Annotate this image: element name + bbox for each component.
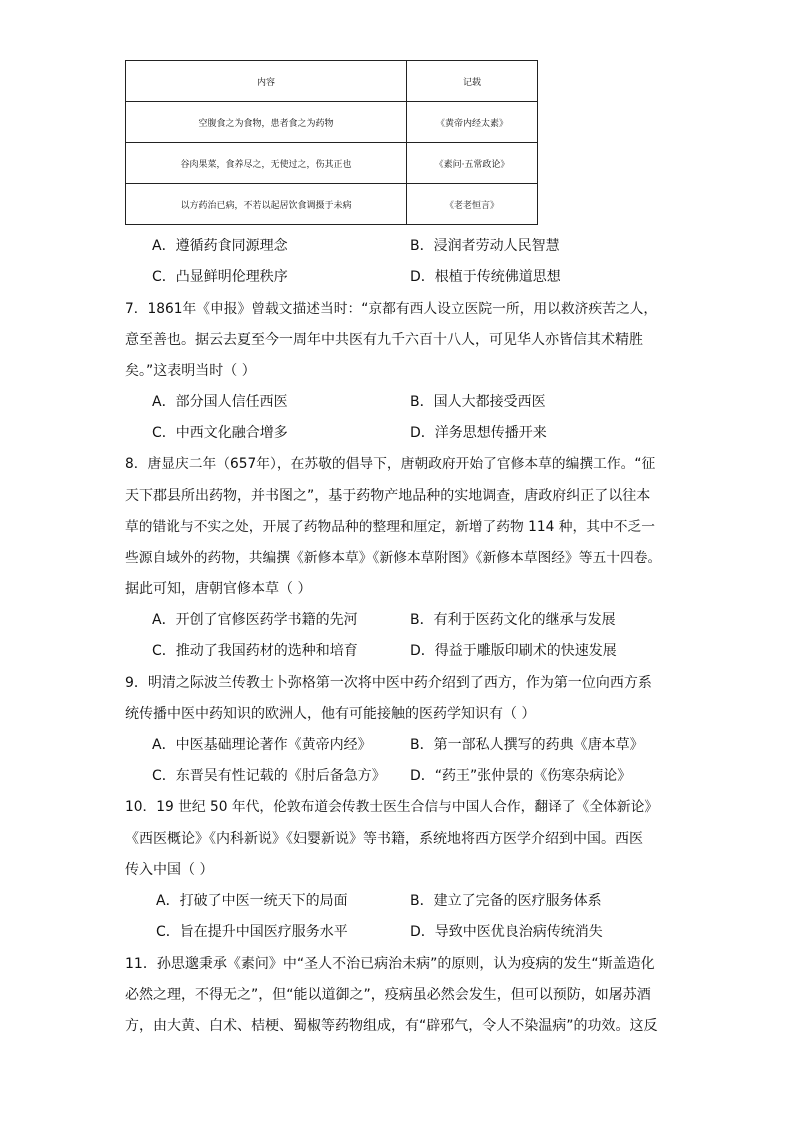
table-header-row — [126, 61, 538, 102]
table-header-cell: 记载 — [407, 61, 538, 102]
q11-stem-line: 方，由大黄、白术、桔梗、蜀椒等药物组成，有“辟邪气，令人不染温病”的功效。这反 — [125, 1018, 658, 1034]
table-cell: 《黄帝内经太素》 — [407, 102, 538, 143]
table-cell: 《素问·五常政论》 — [407, 143, 538, 184]
q7-stem-line: 7．1861年《申报》曾载文描述当时：“京都有西人设立医院一所，用以救济疾苦之人， — [125, 301, 658, 317]
table-cell: 以方药治已病，不若以起居饮食调摄于未病 — [126, 184, 407, 225]
comparison-table — [125, 60, 538, 225]
q10-option-b: B．建立了完备的医疗服务体系 — [410, 893, 602, 909]
q9-option-d: D．“药王”张仲景的《伤寒杂病论》 — [410, 768, 632, 784]
q10-stem-line: 传入中国（ ） — [125, 862, 214, 878]
q8-option-d: D．得益于雕版印刷术的快速发展 — [410, 643, 617, 659]
q8-stem-line: 8．唐显庆二年（657年），在苏敬的倡导下，唐朝政府开始了官修本草的编撰工作。“征 — [125, 456, 656, 472]
q9-stem-line: 9．明清之际波兰传教士卜弥格第一次将中医中药介绍到了西方，作为第一位向西方系 — [125, 675, 652, 691]
table-row — [126, 143, 538, 184]
q6-option-c: C．凸显鲜明伦理秩序 — [152, 269, 288, 285]
table-row — [126, 102, 538, 143]
q7-option-d: D．洋务思想传播开来 — [410, 425, 547, 441]
q8-stem-line: 天下郡县所出药物，并书图之”，基于药物产地品种的实地调查，唐政府纠正了以往本 — [125, 488, 651, 504]
q8-stem-line: 些源自域外的药物，共编撰《新修本草》《新修本草附图》《新修本草图经》等五十四卷。 — [125, 550, 662, 566]
table-cell: 谷肉果菜，食养尽之，无使过之，伤其正也 — [126, 143, 407, 184]
table-cell: 空腹食之为食物，患者食之为药物 — [126, 102, 407, 143]
q11-stem-line: 必然之理，不得无之”，但“能以道御之”，疫病虽必然会发生，但可以预防，如屠苏酒 — [125, 987, 651, 1003]
q10-option-c: C．旨在提升中国医疗服务水平 — [156, 924, 348, 940]
q10-stem-line: 《西医概论》《内科新说》《妇婴新说》等书籍，系统地将西方医学介绍到中国。西医 — [125, 831, 643, 847]
q6-option-a: A．遵循药食同源理念 — [152, 238, 288, 254]
q7-option-c: C．中西文化融合增多 — [152, 425, 288, 441]
q8-option-a: A．开创了官修医药学书籍的先河 — [152, 612, 358, 628]
q11-stem-line: 11．孙思邈秉承《素问》中“圣人不治已病治未病”的原则，认为疫病的发生“斯盖造化 — [125, 956, 655, 972]
table-cell: 《老老恒言》 — [407, 184, 538, 225]
q8-stem-line: 草的错讹与不实之处，开展了药物品种的整理和厘定，新增了药物 114 种，其中不乏一 — [125, 519, 655, 535]
q9-option-b: B．第一部私人撰写的药典《唐本草》 — [410, 737, 644, 753]
table-row — [126, 184, 538, 225]
q9-option-c: C．东晋吴有性记载的《肘后备急方》 — [152, 768, 386, 784]
q8-option-b: B．有利于医药文化的继承与发展 — [410, 612, 616, 628]
q7-stem-line: 矣。”这表明当时（ ） — [125, 363, 256, 379]
q10-stem-line: 10．19 世纪 50 年代，伦敦布道会传教士医生合信与中国人合作，翻译了《全体新论》 — [125, 799, 659, 815]
q7-option-b: B．国人大都接受西医 — [410, 394, 546, 410]
q10-option-a: A．打破了中医一统天下的局面 — [156, 893, 348, 909]
table-header-cell: 内容 — [126, 61, 407, 102]
q9-option-a: A．中医基础理论著作《黄帝内经》 — [152, 737, 372, 753]
q7-option-a: A．部分国人信任西医 — [152, 394, 288, 410]
q9-stem-line: 统传播中医中药知识的欧洲人，他有可能接触的医药学知识有（ ） — [125, 706, 536, 722]
q6-option-b: B．浸润者劳动人民智慧 — [410, 238, 560, 254]
q8-option-c: C．推动了我国药材的选种和培育 — [152, 643, 358, 659]
q7-stem-line: 意至善也。据云去夏至今一周年中共医有九千六百十八人，可见华人亦皆信其术精胜 — [125, 332, 643, 348]
q6-option-d: D．根植于传统佛道思想 — [410, 269, 561, 285]
q10-option-d: D．导致中医优良治病传统消失 — [410, 924, 603, 940]
q8-stem-line: 据此可知，唐朝官修本草（ ） — [125, 581, 312, 597]
